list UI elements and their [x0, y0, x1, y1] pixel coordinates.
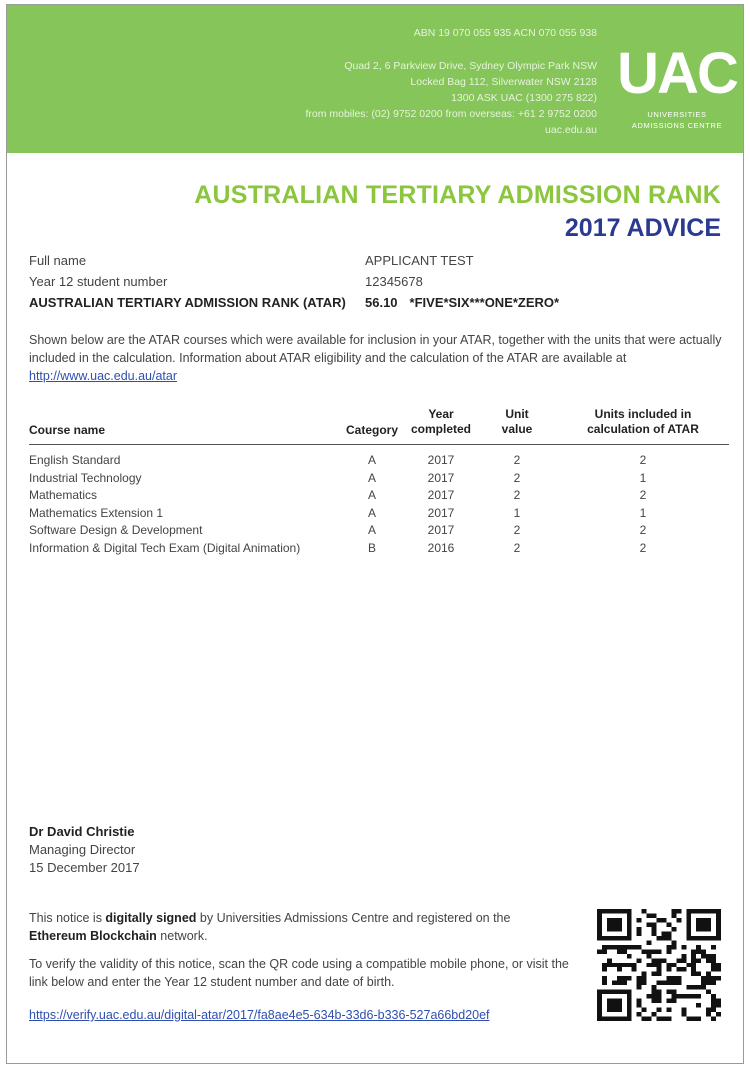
- atar-row: [29, 295, 729, 316]
- table-row: [29, 506, 729, 524]
- header-unit-line-1: Unit: [505, 407, 529, 421]
- header-course-name: Course name: [29, 423, 106, 437]
- course-name-cell: Software Design & Development: [29, 523, 203, 537]
- course-name-cell: Industrial Technology: [29, 470, 142, 485]
- unit-value-cell: 2: [513, 523, 521, 537]
- notice-text: This notice is: [29, 911, 106, 925]
- address-line: Quad 2, 6 Parkview Drive, Sydney Olympic Park NSW: [344, 60, 597, 72]
- header-included-line-1: Units included in: [594, 407, 692, 421]
- units-included-cell: 2: [639, 488, 647, 502]
- student-number-row: [29, 274, 729, 295]
- atar-value-group: [365, 295, 559, 310]
- logo-line-2: ADMISSIONS CENTRE: [631, 121, 723, 130]
- signatory-name: Dr David Christie: [29, 824, 135, 839]
- table-header: [29, 399, 729, 445]
- atar-info-link[interactable]: http://www.uac.edu.au/atar: [29, 369, 178, 383]
- header-category: Category: [345, 423, 398, 437]
- header-included-line-2: calculation of ATAR: [587, 422, 699, 436]
- year-cell: 2016: [427, 540, 455, 555]
- logo-letters: UAC: [617, 41, 737, 106]
- unit-value-cell: 2: [513, 470, 521, 485]
- table-row: [29, 541, 729, 559]
- phone-line: 1300 ASK UAC (1300 275 822): [451, 92, 597, 104]
- year-cell: 2017: [427, 523, 455, 537]
- units-included-cell: 2: [639, 453, 647, 467]
- category-cell: A: [367, 470, 376, 485]
- full-name-label: Full name: [29, 253, 87, 268]
- category-cell: A: [367, 505, 376, 520]
- notice-signed-paragraph: [29, 909, 569, 945]
- abn-line: ABN 19 070 055 935 ACN 070 055 938: [413, 27, 597, 39]
- category-cell: A: [367, 453, 376, 467]
- atar-words: *FIVE*SIX***ONE*ZERO*: [409, 295, 560, 310]
- letterhead-banner: [7, 5, 743, 153]
- uac-logo: [617, 29, 737, 139]
- logo-line-1: UNIVERSITIES: [647, 110, 707, 119]
- student-number-label: Year 12 student number: [29, 274, 168, 289]
- unit-value-cell: 2: [513, 540, 521, 555]
- verify-link[interactable]: https://verify.uac.edu.au/digital-atar/2017/fa8ae4e5-634b-33d6-b336-527a66bd20ef: [29, 1008, 490, 1022]
- uac-logo-icon: [617, 29, 737, 106]
- courses-table: [29, 399, 729, 558]
- signatory-block: [29, 823, 140, 877]
- website-line: uac.edu.au: [545, 124, 597, 136]
- table-row: [29, 488, 729, 506]
- unit-value-cell: 2: [513, 453, 521, 467]
- applicant-details: [29, 253, 729, 316]
- contact-details: [305, 25, 597, 138]
- unit-value-cell: 2: [513, 488, 521, 502]
- logo-wordmark: [627, 109, 727, 131]
- unit-value-cell: 1: [513, 505, 521, 520]
- header-unit-value: [481, 407, 553, 437]
- atar-advice-document: [6, 4, 744, 1064]
- signatory-date: 15 December 2017: [29, 860, 140, 875]
- notice-emphasis: digitally signed: [105, 911, 197, 925]
- document-title: AUSTRALIAN TERTIARY ADMISSION RANK: [194, 181, 721, 209]
- table-row: [29, 471, 729, 489]
- signatory-role: Managing Director: [29, 842, 136, 857]
- course-name-cell: Information & Digital Tech Exam (Digital Animation): [29, 540, 301, 555]
- notice-text: network.: [156, 929, 208, 943]
- qr-code-icon[interactable]: [597, 909, 721, 1021]
- course-name-cell: Mathematics Extension 1: [29, 505, 164, 520]
- table-row: [29, 453, 729, 471]
- document-subtitle: 2017 ADVICE: [564, 214, 721, 242]
- units-included-cell: 2: [639, 540, 647, 555]
- table-row: [29, 523, 729, 541]
- course-name-cell: Mathematics: [29, 488, 98, 502]
- header-unit-line-2: value: [501, 422, 533, 436]
- notice-verify-paragraph: To verify the validity of this notice, scan the QR code using a compatible mobile phone, or visit the link below and enter the Year 12 student number and date of birth.: [29, 957, 569, 989]
- notice-emphasis: Ethereum Blockchain: [29, 929, 157, 943]
- intro-text: Shown below are the ATAR courses which were available for inclusion in your ATAR, together with the units that were actually included in the calculation. Information about ATAR eligibility and the calculation of the ATAR are available at: [29, 333, 722, 365]
- header-year-line-2: completed: [410, 422, 471, 436]
- header-units-included: [569, 407, 717, 437]
- units-included-cell: 2: [639, 523, 647, 537]
- full-name-value: APPLICANT TEST: [365, 253, 474, 268]
- year-cell: 2017: [427, 505, 455, 520]
- table-body: [29, 445, 729, 558]
- address-line: Locked Bag 112, Silverwater NSW 2128: [410, 76, 597, 88]
- header-year-line-1: Year: [428, 407, 454, 421]
- units-included-cell: 1: [639, 505, 647, 520]
- header-year-completed: [405, 407, 477, 437]
- full-name-row: [29, 253, 729, 274]
- intro-paragraph: [29, 331, 729, 385]
- category-cell: B: [367, 540, 376, 555]
- category-cell: A: [367, 523, 376, 537]
- year-cell: 2017: [427, 488, 455, 502]
- verification-notice: [29, 909, 569, 1001]
- category-cell: A: [367, 488, 376, 502]
- atar-value: 56.10: [365, 295, 398, 310]
- year-cell: 2017: [427, 453, 455, 467]
- units-included-cell: 1: [639, 470, 647, 485]
- course-name-cell: English Standard: [29, 453, 121, 467]
- student-number-value: 12345678: [365, 274, 423, 289]
- notice-text: by Universities Admissions Centre and registered on the: [196, 911, 511, 925]
- year-cell: 2017: [427, 470, 455, 485]
- atar-label: AUSTRALIAN TERTIARY ADMISSION RANK (ATAR): [29, 295, 346, 310]
- phone-line: from mobiles: (02) 9752 0200 from overseas: +61 2 9752 0200: [305, 108, 597, 120]
